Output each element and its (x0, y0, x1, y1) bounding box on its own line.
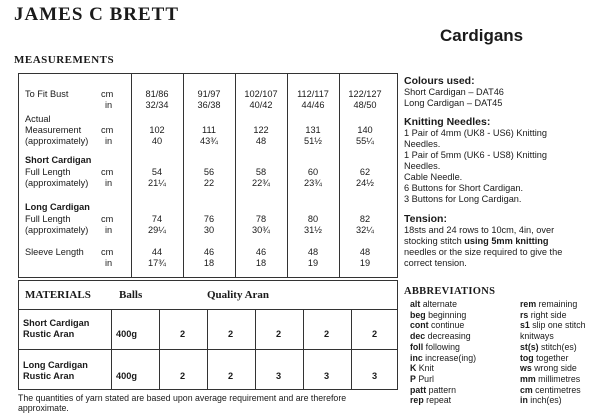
abbr-key: K (410, 363, 417, 374)
abbr-value: beginning (425, 309, 467, 320)
tension-line: correct tension. (404, 258, 467, 268)
abbr-value: repeat (423, 395, 452, 406)
needles-line: Cable Needle. (404, 172, 463, 182)
abbr-value: centimetres (532, 384, 581, 395)
abbr-value: stitch(es) (538, 341, 577, 352)
abbr-value: Knit (416, 363, 434, 374)
abbr-value: following (423, 341, 460, 352)
actual-in-3: 48 (255, 136, 267, 146)
unit-in: in (105, 100, 113, 110)
abbr-key: rep (410, 395, 424, 406)
unit-cm: cm (101, 167, 114, 177)
sleeve-in-5: 19 (359, 258, 371, 268)
material-row-1-val-3: 2 (276, 329, 282, 339)
size-cm-2: 91/97 (197, 89, 221, 99)
abbr-item (410, 353, 476, 364)
size-in-2: 36/38 (197, 100, 221, 110)
abbr-value: together (533, 352, 569, 363)
abbr-item (520, 310, 586, 321)
abbr-key: inc (410, 352, 423, 363)
abbr-value: Purl (415, 373, 434, 384)
sleeve-cm-1: 44 (151, 247, 163, 257)
abbr-value: wrong side (531, 363, 577, 374)
long-in-3: 30¾ (252, 225, 270, 235)
abbr-key: rs (520, 309, 529, 320)
unit-cm: cm (101, 247, 114, 257)
abbr-key: rem (520, 299, 537, 309)
unit-in: in (105, 258, 113, 268)
long-cm-2: 76 (203, 214, 215, 224)
material-row-2-yarn: Rustic Aran (23, 371, 75, 381)
long-cm-5: 82 (359, 214, 371, 224)
short-cm-1: 54 (151, 167, 163, 177)
material-row-1-val-2: 2 (228, 329, 234, 339)
abbr-key: beg (410, 309, 426, 320)
abbr-item (410, 363, 476, 374)
actual-in-5: 55¼ (356, 136, 374, 146)
long-cm-1: 74 (151, 214, 163, 224)
sleeve-cm-5: 48 (359, 247, 371, 257)
material-row-1-val-1: 2 (180, 329, 186, 339)
material-row-1-val-4: 2 (324, 329, 330, 339)
abbr-key: mm (520, 373, 536, 384)
short-cm-3: 58 (255, 167, 267, 177)
sleeve-cm-2: 46 (203, 247, 215, 257)
abbr-value: alternate (420, 299, 457, 309)
size-in-3: 40/42 (249, 100, 273, 110)
actual-in-1: 40 (151, 136, 163, 146)
material-row-2-val-5: 3 (372, 371, 378, 381)
material-row-2-val-3: 3 (276, 371, 282, 381)
sleeve-in-3: 18 (255, 258, 267, 268)
actual-cm-1: 102 (149, 125, 165, 135)
abbr-key: st(s) (520, 341, 539, 352)
abbr-key: cm (520, 384, 533, 395)
abbr-item (410, 331, 476, 342)
needles-line: 1 Pair of 4mm (UK8 - US6) Knitting (404, 128, 547, 138)
abbr-key: tog (520, 352, 534, 363)
abbr-item (410, 385, 476, 396)
long-in-2: 30 (203, 225, 215, 235)
long-in-4: 31½ (304, 225, 322, 235)
abbr-value: knitways (520, 331, 554, 342)
actual-label-1: Actual (25, 114, 51, 124)
size-in-5: 48/50 (353, 100, 377, 110)
abbr-item (520, 299, 586, 310)
footnote-line-2: approximate. (18, 403, 69, 413)
sleeve-in-4: 19 (307, 258, 319, 268)
unit-cm: cm (101, 89, 114, 99)
abbr-value: decreasing (425, 331, 471, 342)
abbr-item (410, 320, 476, 331)
sleeve-cm-3: 46 (255, 247, 267, 257)
short-cm-2: 56 (203, 167, 215, 177)
actual-in-4: 51½ (304, 136, 322, 146)
unit-in: in (105, 178, 113, 188)
abbr-value: pattern (426, 384, 456, 395)
material-row-2-weight: 400g (116, 371, 137, 381)
actual-label-2: Measurement (25, 125, 82, 135)
sleeve-in-1: 17¾ (148, 258, 166, 268)
sleeve-in-2: 18 (203, 258, 215, 268)
colour-line: Short Cardigan – DAT46 (404, 87, 504, 97)
abbr-key: patt (410, 384, 427, 395)
sleeve-length-label: Sleeve Length (25, 247, 84, 257)
needles-line: 3 Buttons for Long Cardigan. (404, 194, 522, 204)
abbr-key: dec (410, 331, 426, 342)
tension-heading: Tension: (404, 213, 447, 225)
long-in-5: 32¼ (356, 225, 374, 235)
abbr-key: cont (410, 320, 429, 331)
actual-cm-4: 131 (305, 125, 321, 135)
short-cm-5: 62 (359, 167, 371, 177)
size-cm-3: 102/107 (244, 89, 278, 99)
short-in-4: 23¾ (304, 178, 322, 188)
actual-label-3: (approximately) (25, 136, 89, 146)
abbr-value: continue (428, 320, 465, 331)
material-row-2-name: Long Cardigan (23, 360, 88, 370)
tension-line (404, 236, 596, 247)
long-cardigan-heading: Long Cardigan (25, 202, 90, 212)
unit-in: in (105, 136, 113, 146)
abbr-item (520, 342, 586, 353)
needles-heading: Knitting Needles: (404, 116, 491, 128)
abbr-key: ws (520, 363, 532, 374)
abbr-key: in (520, 395, 528, 406)
unit-cm: cm (101, 125, 114, 135)
abbreviations-right (520, 299, 586, 406)
abbr-value: right side (528, 309, 567, 320)
footnote-line-1: The quantities of yarn stated are based upon average requirement and are therefore (18, 393, 347, 403)
abbreviations-left (410, 299, 476, 406)
short-in-3: 22¾ (252, 178, 270, 188)
materials-table (18, 280, 398, 390)
abbr-key: foll (410, 341, 424, 352)
unit-in: in (105, 225, 113, 235)
material-row-1-weight: 400g (116, 329, 137, 339)
tension-needle-size: using 5mm knitting (464, 236, 549, 246)
material-row-1-val-5: 2 (372, 329, 378, 339)
abbr-item (520, 363, 586, 374)
measurements-table (18, 73, 398, 278)
long-cm-4: 80 (307, 214, 319, 224)
colour-line: Long Cardigan – DAT45 (404, 98, 503, 108)
full-length-label: Full Length (25, 167, 71, 177)
measurements-heading: MEASUREMENTS (14, 54, 115, 66)
needles-line: 6 Buttons for Short Cardigan. (404, 183, 523, 193)
abbr-key: s1 (520, 320, 530, 331)
actual-cm-5: 140 (357, 125, 373, 135)
material-row-1-name: Short Cardigan (23, 318, 90, 328)
abbreviations-heading: ABBREVIATIONS (404, 286, 496, 297)
short-in-2: 22 (203, 178, 215, 188)
approx-label: (approximately) (25, 225, 89, 235)
document-title: Cardigans (440, 26, 524, 45)
unit-cm: cm (101, 214, 114, 224)
colours-section (404, 76, 596, 109)
size-in-1: 32/34 (145, 100, 169, 110)
abbr-item (520, 320, 586, 331)
abbr-item (410, 374, 476, 385)
size-cm-4: 112/117 (297, 89, 329, 99)
abbr-item (520, 374, 586, 385)
abbr-item (410, 299, 476, 310)
to-fit-bust-label: To Fit Bust (25, 89, 69, 99)
abbr-item (410, 310, 476, 321)
balls-heading: Balls (119, 289, 143, 301)
abbr-key: P (410, 373, 416, 384)
yarn-quality-heading: Quality Aran (207, 289, 270, 301)
material-row-1-yarn: Rustic Aran (23, 329, 75, 339)
tension-section (404, 214, 596, 269)
short-in-5: 24½ (356, 178, 374, 188)
sleeve-cm-4: 48 (307, 247, 319, 257)
full-length-label: Full Length (25, 214, 71, 224)
abbr-value: remaining (536, 299, 578, 309)
brand-title: JAMES C BRETT (14, 4, 180, 25)
long-cm-3: 78 (255, 214, 267, 224)
actual-cm-2: 111 (202, 125, 216, 135)
material-row-2-val-2: 2 (228, 371, 234, 381)
abbr-item (410, 395, 476, 406)
size-cm-1: 81/86 (145, 89, 169, 99)
needles-section (404, 117, 596, 205)
abbr-value: increase(ing) (422, 352, 477, 363)
material-row-2-val-1: 2 (180, 371, 186, 381)
tension-line: needles or the size required to give the (404, 247, 563, 257)
abbr-item (520, 353, 586, 364)
approx-label: (approximately) (25, 178, 89, 188)
tension-text: stocking stitch (404, 236, 465, 246)
colours-heading: Colours used: (404, 75, 475, 87)
size-in-4: 44/46 (301, 100, 325, 110)
short-in-1: 21¼ (148, 178, 166, 188)
long-in-1: 29¼ (148, 225, 166, 235)
size-cm-5: 122/127 (348, 89, 382, 99)
yarn-footnote (18, 393, 398, 413)
needles-line: Needles. (404, 139, 441, 149)
abbr-value: millimetres (535, 373, 581, 384)
abbr-key: alt (410, 299, 421, 309)
actual-cm-3: 122 (253, 125, 269, 135)
abbr-item (410, 342, 476, 353)
needles-line: 1 Pair of 5mm (UK6 - US8) Knitting (404, 150, 547, 160)
abbr-item (520, 331, 586, 342)
abbr-value: slip one stitch (529, 320, 586, 331)
abbr-item (520, 385, 586, 396)
materials-heading: MATERIALS (25, 289, 91, 301)
short-cm-4: 60 (307, 167, 319, 177)
abbr-value: inch(es) (527, 395, 562, 406)
actual-in-2: 43¾ (200, 136, 218, 146)
material-row-2-val-4: 3 (324, 371, 330, 381)
abbr-item (520, 395, 586, 406)
tension-line: 18sts and 24 rows to 10cm, 4in, over (404, 225, 555, 235)
short-cardigan-heading: Short Cardigan (25, 155, 92, 165)
needles-line: Needles. (404, 161, 441, 171)
